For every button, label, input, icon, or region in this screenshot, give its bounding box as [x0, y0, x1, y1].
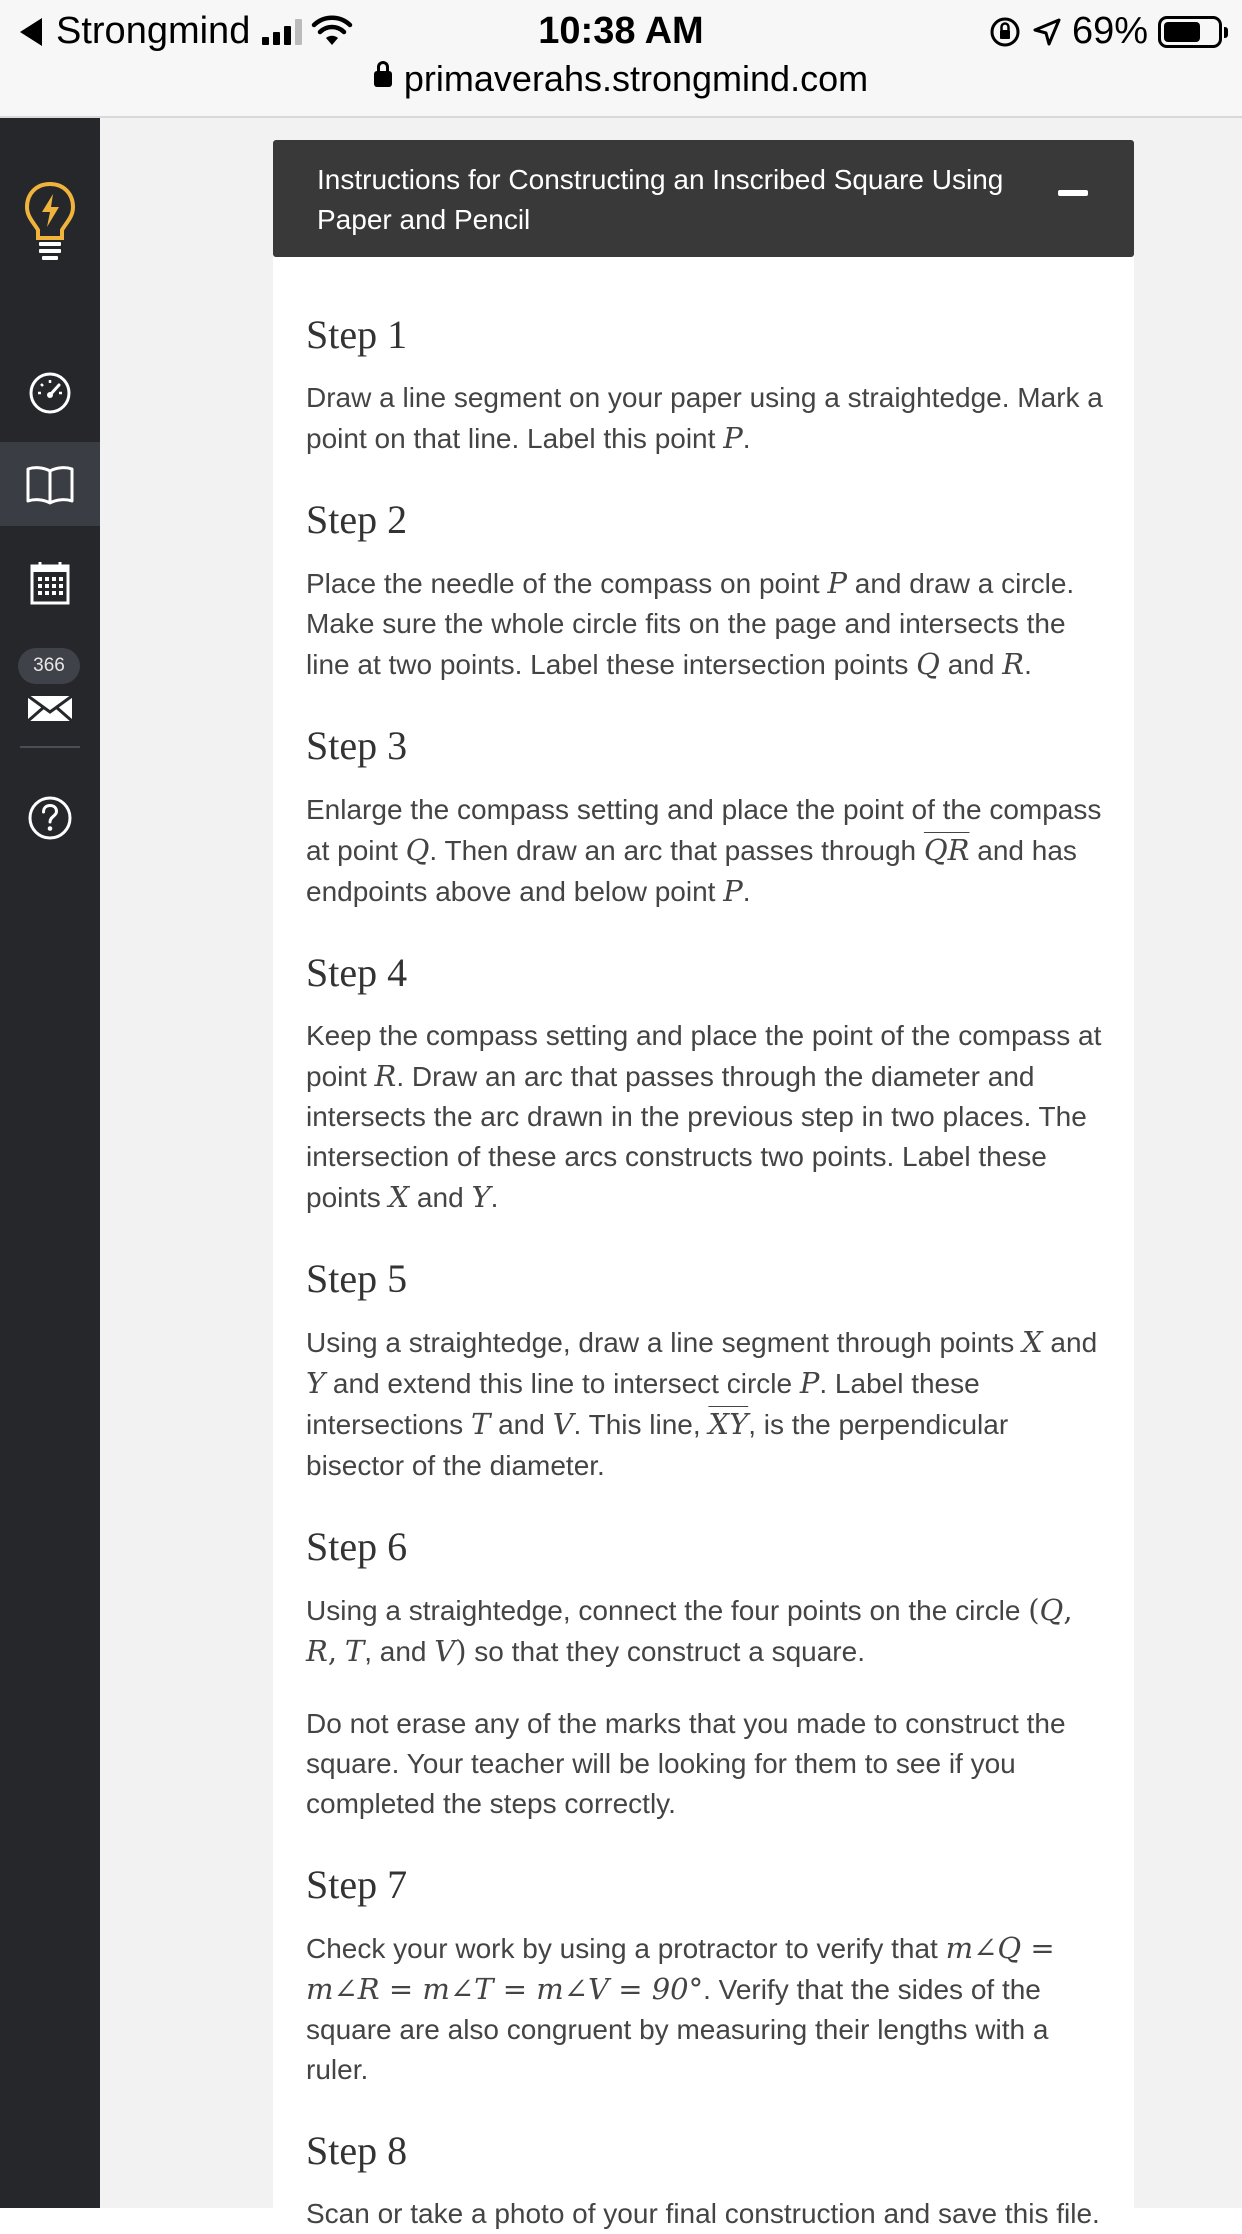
step-1-text: Draw a line segment on your paper using a straightedge. Mark a point on that line. Label this point P.	[306, 382, 1103, 455]
step-8-text: Scan or take a photo of your final construction and save this file.	[306, 2198, 1100, 2229]
mail-unread-badge: 366	[18, 648, 80, 684]
envelope-icon	[26, 693, 74, 723]
step-4-text: Keep the compass setting and place the point of the compass at point R. Draw an arc that passes through the diameter and intersects the arc drawn in the previous step in two places. The intersection of these arcs constructs two points. Label these points X and Y.	[306, 1020, 1102, 1214]
step-5-text: Using a straightedge, draw a line segment through points X and Y and extend this line to intersect circle P. Label these intersections T and V. This line, $\overline{XY}$, is the perpendicular bisector of the diameter.	[306, 1325, 1098, 1481]
collapse-button[interactable]	[1058, 178, 1088, 208]
panel-title: Instructions for Constructing an Inscribed Square Using Paper and Pencil	[317, 164, 1004, 235]
address-bar[interactable]	[0, 58, 1242, 100]
calendar-icon	[29, 560, 71, 606]
panel-header	[273, 140, 1134, 257]
step-1-title: Step 1	[306, 312, 408, 357]
step-6-note: Do not erase any of the marks that you made to construct the square. Your teacher will be looking for them to see if you completed the steps correctly.	[306, 1708, 1066, 1819]
step-7-title: Step 7	[306, 1862, 408, 1907]
lock-icon	[374, 71, 392, 87]
battery-percent: 69%	[1071, 10, 1148, 52]
rail-lightbulb-button[interactable]	[0, 166, 100, 276]
app-sidebar	[0, 118, 100, 2208]
help-circle-icon	[27, 795, 73, 841]
instructions-panel	[273, 140, 1134, 2229]
step-8-title: Step 8	[306, 2128, 408, 2173]
lightbulb-icon	[22, 180, 78, 262]
clock: 10:38 AM	[538, 10, 704, 52]
rail-mail-button[interactable]	[0, 678, 100, 738]
open-book-icon	[25, 463, 75, 505]
step-3-title: Step 3	[306, 723, 408, 768]
rail-courses-button[interactable]	[0, 442, 100, 526]
location-arrow-icon	[1032, 17, 1062, 47]
step-3-text: Enlarge the compass setting and place the point of the compass at point Q. Then draw an arc that passes through $\overline{QR}$ and has endpoints above and below point P.	[306, 794, 1102, 908]
rail-help-button[interactable]	[0, 778, 100, 858]
step-2-text: Place the needle of the compass on point P and draw a circle. Make sure the whole circle fits on the page and intersects the line at two points. Label these intersection points Q and R.	[306, 566, 1075, 681]
minus-icon	[1058, 190, 1088, 196]
url-text: primaverahs.strongmind.com	[403, 58, 869, 99]
step-4-title: Step 4	[306, 950, 408, 995]
step-6-text: Using a straightedge, connect the four points on the circle (Q, R, T, and V) so that they construct a square.	[306, 1593, 1073, 1668]
battery-icon	[1158, 16, 1222, 48]
step-5-title: Step 5	[306, 1256, 408, 1301]
rail-dashboard-button[interactable]	[0, 353, 100, 433]
orientation-lock-icon	[988, 15, 1022, 49]
step-6-title: Step 6	[306, 1524, 408, 1569]
back-app-label: Strongmind	[56, 10, 251, 52]
step-7-text: Check your work by using a protractor to verify that m∠Q = m∠R = m∠T = m∠V = 90°. Verify that the sides of the square are also congruent by measuring their lengths with a ruler.	[306, 1931, 1055, 2085]
steps-list	[306, 310, 1106, 2234]
step-2-title: Step 2	[306, 497, 408, 542]
rail-calendar-button[interactable]	[0, 543, 100, 623]
status-bar	[0, 0, 1242, 118]
gauge-icon	[28, 371, 72, 415]
rail-divider	[20, 746, 80, 748]
